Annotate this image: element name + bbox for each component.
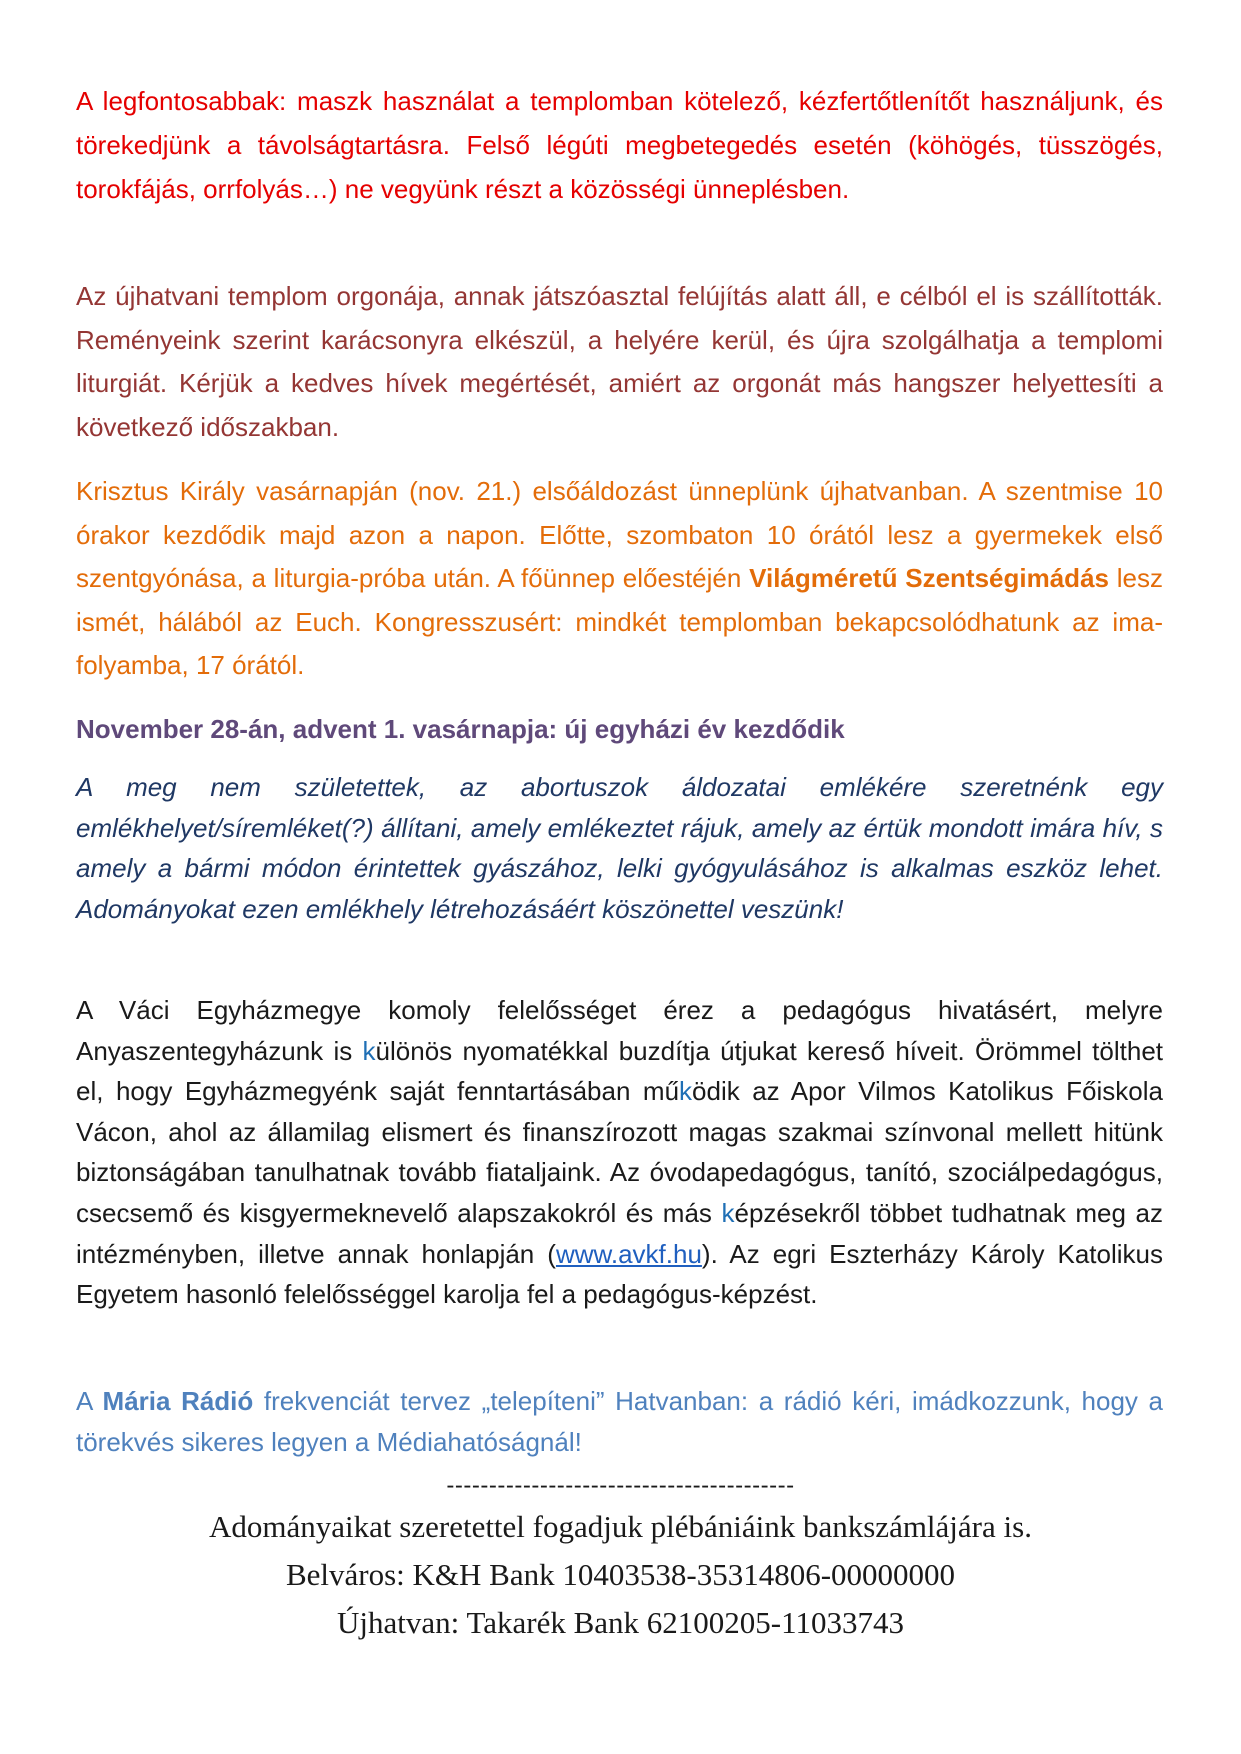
notice-education-text [76, 990, 1163, 1315]
notice-organ [76, 275, 1163, 449]
radio-text-b: frekvenciát tervez „telepíteni” Hatvanban: a rádió kéri, imádkozzunk, hogy a törekvés sikeres legyen a Médiahatóságnál! [76, 1386, 1163, 1457]
notice-memorial-text: A meg nem születettek, az abortuszok áldozatai emlékére szeretnénk egy emlékhelyet/síremléket(?) állítani, amely emlékeztet rájuk, amely az értük mondott imára hív, s amely a bármi módon érintettek gyászához, lelki gyógyulásához is alkalmas eszköz lehet. Adományokat ezen emlékhely létrehozásáért köszönettel veszünk! [76, 772, 1163, 925]
separator-line: ----------------------------------------- [446, 1472, 795, 1499]
education-text-c: ödik az Apor Vilmos Katolikus Főiskola Vácon, ahol az államilag elismert és finanszírozott magas szakmai színvonal mellett hitünk biztonságában tanulhatnak tovább fiataljaink. Az óvodapedagógus, tanító, szociálpedagógus, csecsemő és kisgyermeknevelő alapszakokról és más [76, 1076, 1163, 1228]
advent-heading-text: November 28-án, advent 1. vasárnapja: új egyházi év kezdődik [76, 714, 845, 744]
education-text-b: ülönös nyomatékkal buzdítja útjukat kereső híveit. Örömmel tölthet el, hogy Egyházmegyénk saját fenntartásában mű [76, 1035, 1164, 1107]
donation-account-ujhatvan: Újhatvan: Takarék Bank 62100205-11033743 [337, 1605, 904, 1640]
donation-account-belvaros: Belváros: K&H Bank 10403538-35314806-00000000 [285, 1557, 956, 1592]
notice-hygiene [76, 79, 1163, 211]
donation-intro: Adományaikat szeretettel fogadjuk plébániáink bankszámlájára is. [209, 1509, 1032, 1544]
education-k-1: k [362, 1035, 376, 1066]
notice-organ-text: Az újhatvani templom orgonája, annak játszóasztal felújítás alatt áll, e célból el is szállították. Reményeink szerint karácsonyra elkészül, a helyére kerül, és újra szolgálhatja a templomi liturgiát. Kérjük a kedves hívek megértését, amiért az orgonát más hangszer helyettesíti a következő időszakban. [76, 281, 1163, 442]
notice-education [76, 990, 1163, 1315]
education-k-2: k [679, 1076, 693, 1107]
maria-radio-name: Mária Rádió [102, 1386, 254, 1416]
adoration-highlight: Világméretű Szentségimádás [749, 563, 1109, 593]
first-communion-text-b: lesz ismét, hálából az Euch. Kongresszusért: mindkét templomban bekapcsolódhatunk az ima-folyamba, 17 órától. [76, 563, 1164, 680]
education-text-d: épzésekről többet tudhatnak meg az intézményben, illetve annak honlapján ( [76, 1197, 1163, 1269]
notice-first-communion [76, 470, 1163, 688]
notice-hygiene-text: A legfontosabbak: maszk használat a templomban kötelező, kézfertőtlenítőt használjunk, és törekedjünk a távolságtartásra. Felső légúti megbetegedés esetén (köhögés, tüsszögés, torokfájás, orrfolyás…) ne vegyünk részt a közösségi ünneplésben. [76, 86, 1163, 204]
radio-text-a: A [76, 1386, 103, 1416]
notice-maria-radio [76, 1381, 1163, 1463]
advent-heading [76, 709, 1163, 749]
notice-memorial [76, 767, 1163, 930]
education-k-3: k [721, 1197, 735, 1228]
notice-first-communion-text [76, 470, 1163, 688]
education-text-a: A Váci Egyházmegye komoly felelősséget érez a pedagógus hivatásért, melyre Anyaszentegyházunk is [76, 995, 1163, 1066]
notice-maria-radio-text [76, 1381, 1163, 1463]
avkf-link[interactable]: www.avkf.hu [555, 1238, 702, 1269]
first-communion-text-a: Krisztus Király vasárnapján (nov. 21.) elsőáldozást ünneplünk újhatvanban. A szentmise 10 órakor kezdődik majd azon a napon. Előtte, szombaton 10 órától lesz a gyermekek első szentgyónása, a liturgia-próba után. A főünnep előestéjén [76, 476, 1163, 593]
education-text-e: ). Az egri Eszterházy Károly Katolikus Egyetem hasonló felelősséggel karolja fel a pedagógus-képzést. [76, 1238, 1164, 1310]
